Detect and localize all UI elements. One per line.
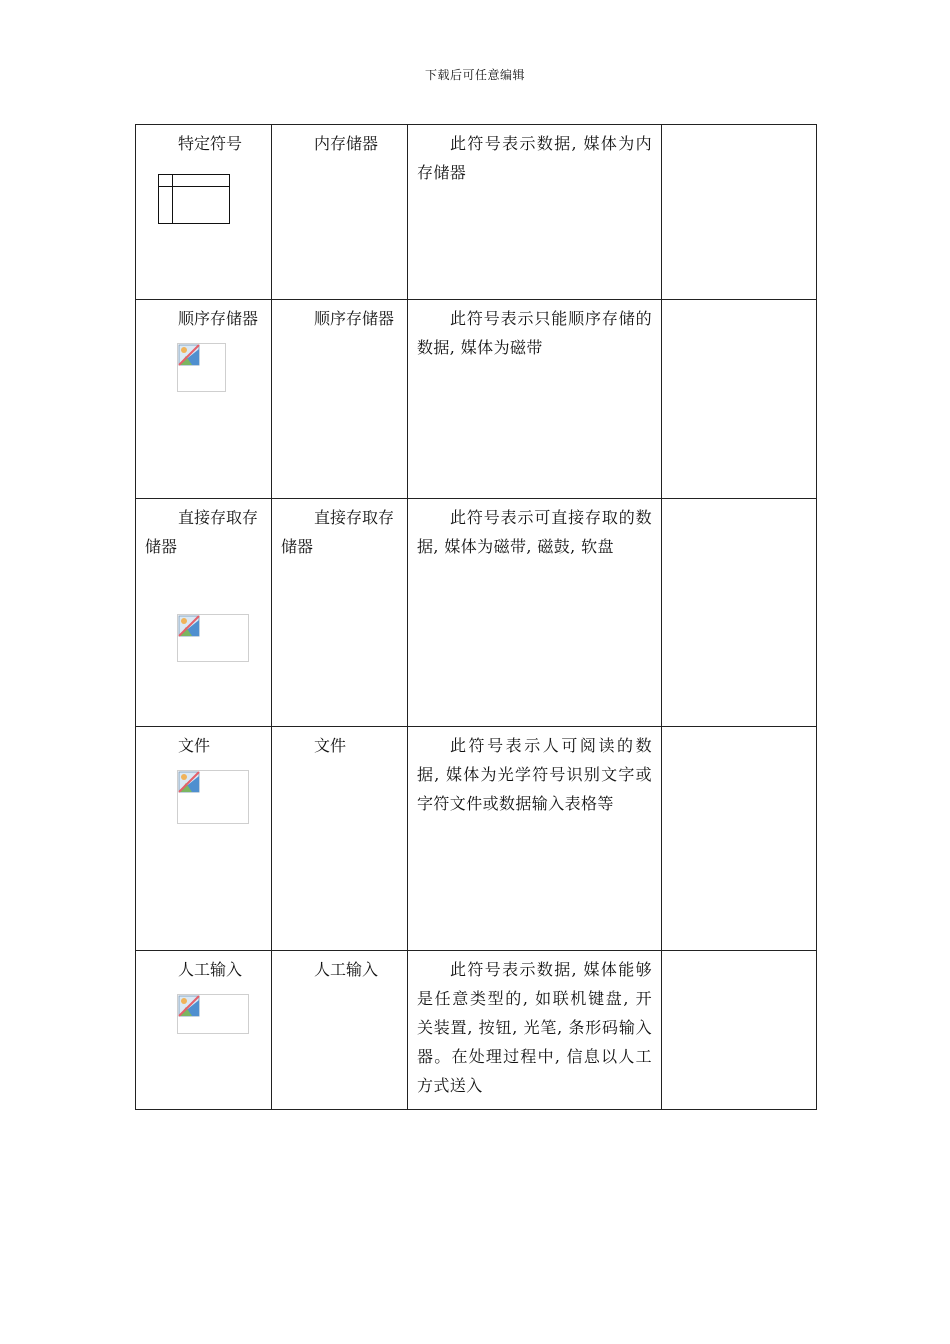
broken-image-icon [177, 614, 249, 662]
name-cell [272, 499, 408, 727]
name-label: 直接存取存储器 [281, 508, 395, 556]
symbol-cell [136, 125, 272, 300]
symbol-label: 顺序存储器 [178, 309, 259, 328]
description-cell [408, 727, 662, 951]
description-text: 此符号表示数据, 媒体能够是任意类型的, 如联机键盘, 开关装置, 按钮, 光笔, 条形码输入器。在处理过程中, 信息以人工方式送入 [417, 960, 652, 1095]
symbol-cell [136, 951, 272, 1110]
flowchart-symbol-table [135, 124, 817, 1110]
name-label: 顺序存储器 [314, 309, 395, 328]
description-text: 此符号表示数据, 媒体为内存储器 [417, 134, 652, 182]
table-row [136, 499, 817, 727]
note-cell [662, 951, 817, 1110]
note-cell [662, 499, 817, 727]
description-text: 此符号表示可直接存取的数据, 媒体为磁带, 磁鼓, 软盘 [417, 508, 652, 556]
description-text: 此符号表示只能顺序存储的数据, 媒体为磁带 [417, 309, 652, 357]
description-text: 此符号表示人可阅读的数据, 媒体为光学符号识别文字或字符文件或数据输入表格等 [417, 736, 652, 813]
name-label: 文件 [314, 736, 347, 755]
name-label: 人工输入 [314, 960, 379, 979]
symbol-cell [136, 300, 272, 499]
broken-image-icon [177, 994, 249, 1034]
table-row [136, 727, 817, 951]
table-row [136, 951, 817, 1110]
name-label: 内存储器 [314, 134, 379, 153]
page-header: 下载后可任意编辑 [424, 68, 525, 82]
description-cell [408, 125, 662, 300]
symbol-label: 特定符号 [178, 134, 243, 153]
symbol-label: 文件 [178, 736, 211, 755]
note-cell [662, 300, 817, 499]
description-cell [408, 951, 662, 1110]
table-row [136, 300, 817, 499]
broken-image-icon [177, 343, 226, 392]
description-cell [408, 300, 662, 499]
symbol-cell [136, 499, 272, 727]
note-cell [662, 125, 817, 300]
symbol-label: 直接存取存储器 [145, 508, 259, 556]
description-cell [408, 499, 662, 727]
name-cell [272, 951, 408, 1110]
symbol-label: 人工输入 [178, 960, 243, 979]
symbol-cell [136, 727, 272, 951]
name-cell [272, 125, 408, 300]
table-row [136, 125, 817, 300]
name-cell [272, 300, 408, 499]
note-cell [662, 727, 817, 951]
broken-image-icon [177, 770, 249, 824]
name-cell [272, 727, 408, 951]
memory-symbol-icon [158, 174, 230, 224]
